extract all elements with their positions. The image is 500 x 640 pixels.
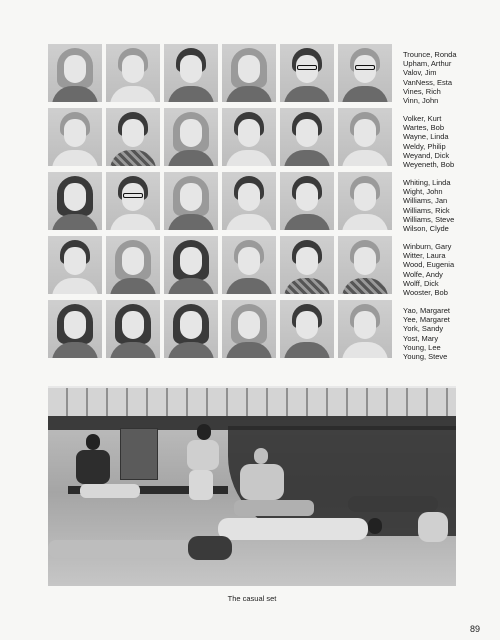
student-portrait bbox=[280, 172, 334, 230]
student-name: Williams, Steve bbox=[403, 214, 455, 224]
student-portrait bbox=[48, 300, 102, 358]
student-name: Upham, Arthur bbox=[403, 59, 452, 69]
student-portrait bbox=[280, 300, 334, 358]
student-name: Whiting, Linda bbox=[403, 178, 451, 187]
student-portrait bbox=[164, 300, 218, 358]
student-portrait bbox=[48, 108, 102, 166]
student-name: Wilson, Clyde bbox=[403, 224, 449, 234]
student-name: Vinn, John bbox=[403, 96, 439, 106]
student-portrait bbox=[338, 108, 392, 166]
student-name: Wartes, Bob bbox=[403, 123, 444, 133]
student-portrait bbox=[164, 108, 218, 166]
student-name: Volker, Kurt bbox=[403, 114, 442, 123]
student-portrait bbox=[222, 236, 276, 294]
student-portrait bbox=[48, 172, 102, 230]
name-list-row-5 bbox=[403, 306, 450, 361]
student-portrait bbox=[164, 172, 218, 230]
student-portrait bbox=[164, 44, 218, 102]
student-name: Winburn, Gary bbox=[403, 242, 452, 251]
student-name: Wolff, Dick bbox=[403, 278, 439, 288]
photo-caption: The casual set bbox=[227, 594, 277, 603]
student-name: Weyeneth, Bob bbox=[403, 160, 455, 170]
student-portrait bbox=[280, 44, 334, 102]
student-portrait bbox=[338, 300, 392, 358]
student-portrait bbox=[48, 44, 102, 102]
student-name: Williams, Rick bbox=[403, 205, 450, 215]
student-name: Williams, Jan bbox=[403, 196, 448, 206]
student-portrait bbox=[222, 300, 276, 358]
student-name: Yao, Margaret bbox=[403, 306, 450, 315]
name-list-row-3 bbox=[403, 178, 454, 233]
student-name: Wood, Eugenia bbox=[403, 260, 455, 270]
student-portrait bbox=[106, 108, 160, 166]
student-name: Valov, Jim bbox=[403, 68, 437, 78]
name-list-row-1 bbox=[403, 50, 457, 105]
student-portrait bbox=[222, 108, 276, 166]
student-name: Wayne, Linda bbox=[403, 132, 449, 142]
student-portrait bbox=[222, 172, 276, 230]
candid-group-photo bbox=[48, 386, 456, 586]
student-name: Vines, Rich bbox=[403, 86, 441, 96]
student-name: Witter, Laura bbox=[403, 251, 446, 261]
student-portrait bbox=[338, 236, 392, 294]
student-name: Yost, Mary bbox=[403, 333, 439, 343]
name-list-row-4 bbox=[403, 242, 454, 297]
student-portrait bbox=[338, 44, 392, 102]
student-name: Wooster, Bob bbox=[403, 288, 448, 298]
student-portrait bbox=[106, 44, 160, 102]
student-portrait bbox=[48, 236, 102, 294]
student-name: York, Sandy bbox=[403, 324, 444, 334]
page-number: 89 bbox=[469, 624, 480, 634]
name-list-row-2 bbox=[403, 114, 454, 169]
student-name: VanNess, Esta bbox=[403, 77, 453, 87]
portrait-grid bbox=[48, 44, 392, 358]
student-name: Wight, John bbox=[403, 187, 443, 197]
student-name: Yee, Margaret bbox=[403, 315, 450, 325]
student-portrait bbox=[338, 172, 392, 230]
student-portrait bbox=[280, 236, 334, 294]
student-name: Wolfe, Andy bbox=[403, 269, 443, 279]
student-portrait bbox=[106, 172, 160, 230]
student-portrait bbox=[280, 108, 334, 166]
student-name: Young, Lee bbox=[403, 342, 441, 352]
student-name: Trounce, Ronda bbox=[403, 50, 457, 59]
student-name: Weldy, Philip bbox=[403, 141, 446, 151]
student-portrait bbox=[106, 300, 160, 358]
student-name: Weyand, Dick bbox=[403, 150, 450, 160]
student-portrait bbox=[106, 236, 160, 294]
student-name: Young, Steve bbox=[403, 352, 448, 362]
student-portrait bbox=[164, 236, 218, 294]
student-portrait bbox=[222, 44, 276, 102]
